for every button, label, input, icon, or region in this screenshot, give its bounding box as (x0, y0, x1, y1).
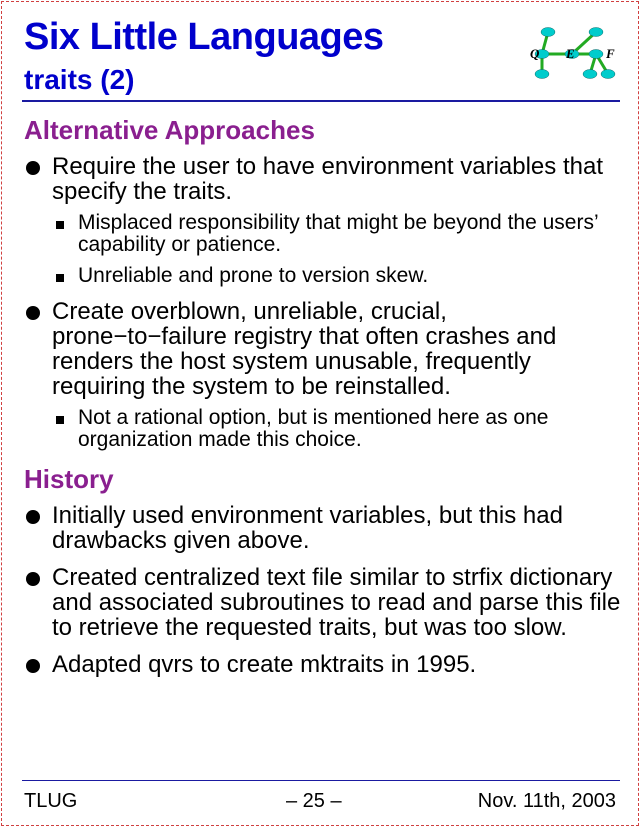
slide-footer (24, 788, 616, 814)
bullet-text: Created centralized text file similar to strfix dictionary and associated subroutines to read and parse this file to retrieve the requested traits, but was too slow. (52, 564, 621, 641)
section-alternative-approaches (24, 114, 624, 451)
sub-bullet-item (52, 212, 624, 256)
sub-bullet-item (52, 407, 624, 451)
logo-letter-f: F (606, 46, 615, 61)
sub-bullet-list (52, 407, 624, 451)
footer-left: TLUG (24, 790, 78, 812)
bullet-dot-icon (26, 572, 40, 586)
bullet-dot-icon (26, 510, 40, 524)
slide-subtitle: traits (2) (24, 64, 135, 95)
bullet-text: Adapted qvrs to create mktraits in 1995. (52, 651, 477, 678)
footer-date: Nov. 11th, 2003 (477, 790, 616, 812)
section-history (24, 463, 624, 677)
square-bullet-icon (56, 274, 64, 282)
logo-letter-e: E (566, 46, 575, 61)
square-bullet-icon (56, 416, 64, 424)
square-bullet-icon (56, 221, 64, 229)
bullet-item (24, 565, 624, 640)
header-rule (22, 100, 620, 102)
bullet-dot-icon (26, 659, 40, 673)
bullet-item (24, 503, 624, 553)
slide-content (24, 114, 624, 689)
bullet-item (24, 299, 624, 451)
bullet-dot-icon (26, 161, 40, 175)
bullet-dot-icon (26, 306, 40, 320)
slide-title: Six Little Languages (24, 16, 384, 58)
sub-bullet-text: Unreliable and prone to version skew. (78, 264, 429, 287)
sub-bullet-list (52, 212, 624, 287)
bullet-text: Initially used environment variables, but this had drawbacks given above. (52, 502, 563, 554)
footer-rule (22, 780, 620, 781)
sub-bullet-item (52, 265, 624, 287)
bullet-text: Create overblown, unreliable, crucial, prone−to−failure registry that often crashes and renders the host system unusable, frequently requiring the system to be reinstalled. (52, 298, 557, 400)
page-number: – 25 – (286, 790, 342, 812)
logo-letter-q: Q (530, 46, 540, 61)
bullet-item (24, 652, 624, 677)
sub-bullet-text: Misplaced responsibility that might be beyond the users’ capability or patience. (78, 211, 598, 256)
qef-logo-icon (528, 24, 620, 84)
bullet-list (24, 154, 624, 451)
section-heading: History (24, 464, 114, 494)
section-heading: Alternative Approaches (24, 115, 315, 145)
sub-bullet-text: Not a rational option, but is mentioned here as one organization made this choice. (78, 406, 549, 451)
bullet-text: Require the user to have environment variables that specify the traits. (52, 153, 603, 205)
bullet-list (24, 503, 624, 677)
bullet-item (24, 154, 624, 287)
